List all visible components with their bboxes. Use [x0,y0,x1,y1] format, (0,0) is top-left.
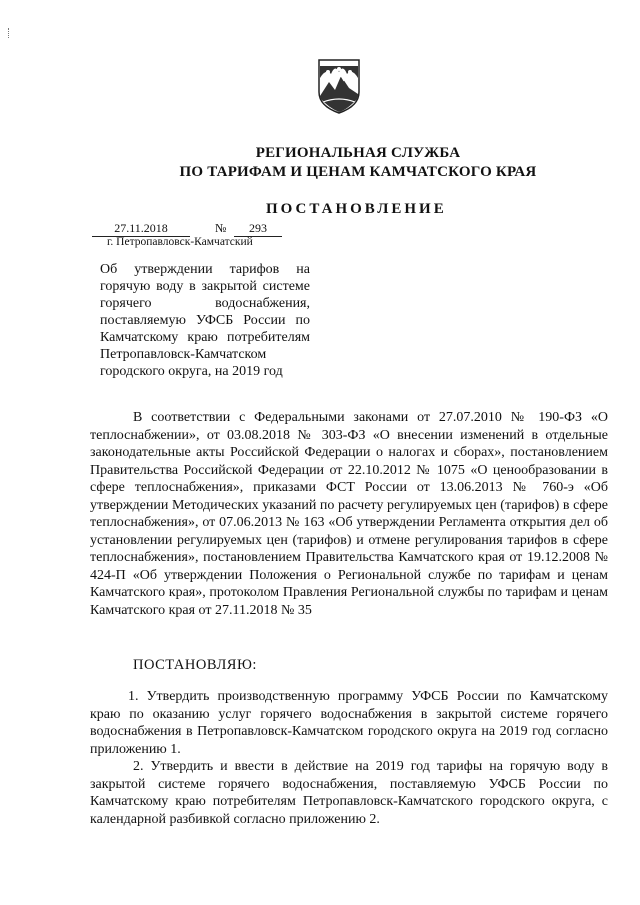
document-type-title: ПОСТАНОВЛЕНИЕ [266,201,447,217]
number-sign: № [215,221,227,235]
decree-item-2: 2. Утвердить и ввести в действие на 2019 год тарифы на горячую воду в закрытой системе горячего водоснабжения, поставляемую УФСБ России по Камчатскому краю потребителям Петропавловск-Камчатского городского округа, с календарной разбивкой согласно приложению 2. [90,759,608,827]
preamble-paragraph: В соответствии с Федеральными законами от 27.07.2010 № 190-ФЗ «О теплоснабжении», от 03.08.2018 № 303-ФЗ «О внесении изменений в отдельные законодательные акты Российской Федерации о налогах и сборах», постановлением Правительства Российской Федерации от 22.10.2012 № 1075 «О ценообразовании в сфере теплоснабжения», приказами ФСТ России от 13.06.2013 № 760-э «Об утверждении Методических указаний по расчету регулируемых цен (тарифов) в сфере теплоснабжения», от 07.06.2013 № 163 «Об утверждении Регламента открытия дел об установлении регулируемых цен (тарифов) и отмене регулирования тарифов в сфере теплоснабжения», постановлением Правительства Камчатского края от 19.12.2008 № 424-П «Об утверждении Положения о Региональной службе по тарифам и ценам Камчатского края», протоколом Правления Региональной службы по тарифам и ценам Камчатского края от 27.11.2018 № 35 [90,410,608,618]
kamchatka-coat-of-arms-icon [317,58,361,114]
document-subject: Об утверждении тарифов на горячую воду в закрытой системе горячего водоснабжения, поставляемую УФСБ России по Камчатскому краю потребителям Петропавловск-Камчатском городского округа, на 2019 год [100,262,310,379]
decree-item-1: 1. Утвердить производственную программу УФСБ России по Камчатскому краю по оказанию услуг горячего водоснабжения в закрытой системе горячего водоснабжения в Петропавловск-Камчатском городского округа на 2019 год согласно приложению 1. [90,689,608,757]
organization-name-line2: ПО ТАРИФАМ И ЦЕНАМ КАМЧАТСКОГО КРАЯ [179,164,537,180]
document-city: г. Петропавловск-Камчатский [107,236,253,248]
decree-word: ПОСТАНОВЛЯЮ: [133,657,257,673]
document-date: 27.11.2018 [92,221,190,237]
document-number: 293 [234,221,282,237]
scan-mark [8,28,10,38]
organization-name-line1: РЕГИОНАЛЬНАЯ СЛУЖБА [255,145,461,161]
